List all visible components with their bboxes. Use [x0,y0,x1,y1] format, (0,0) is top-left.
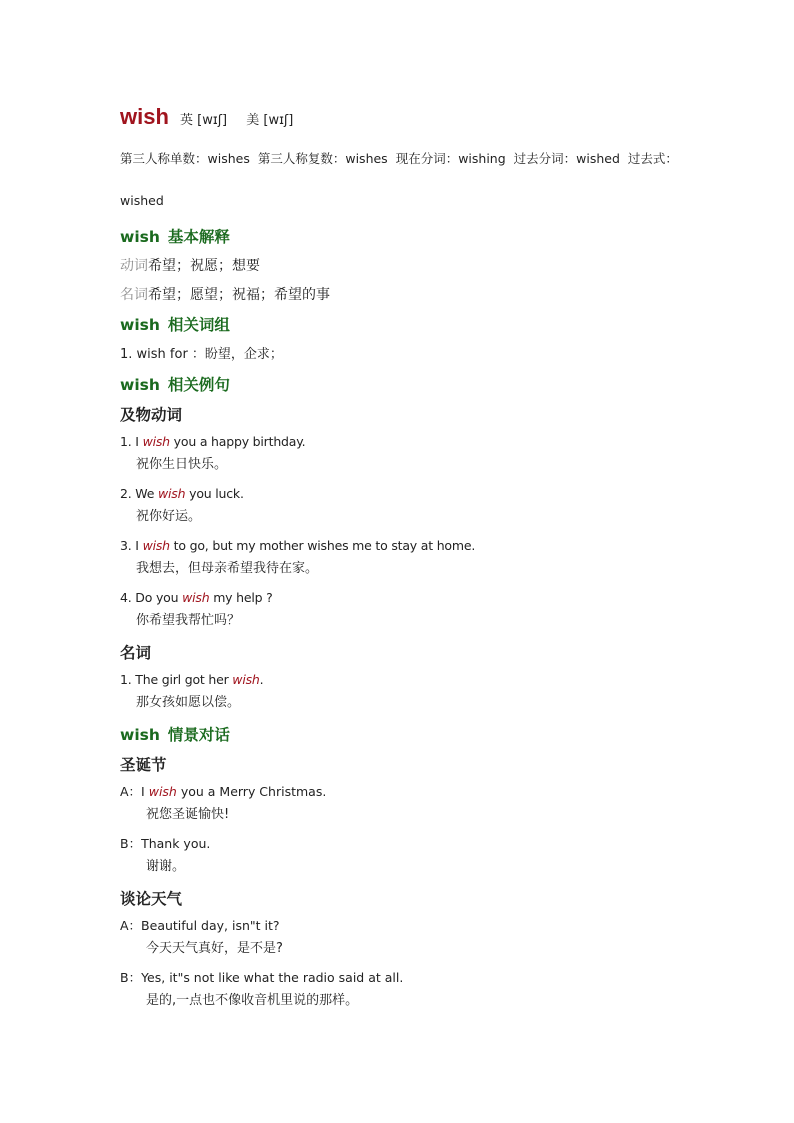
section-title-basic: wish 基本解释 [120,228,230,246]
example-item: 1. I wish you a happy birthday. 祝你生日快乐。 [120,434,306,472]
example-item: 2. We wish you luck. 祝你好运。 [120,486,244,524]
dialogue-line: B：Thank you. 谢谢。 [120,836,211,874]
us-phonetic [246,113,293,128]
section-title-phrases: wish 相关词组 [120,316,230,334]
form-3pl: 第三人称复数：wishes [257,151,388,166]
definition-noun: 名词希望；愿望；祝福；希望的事 [120,287,330,303]
dictionary-entry [120,102,690,1018]
subsection-christmas: 圣诞节 [120,756,167,774]
subsection-noun: 名词 [120,644,152,662]
section-title-examples: wish 相关例句 [120,376,230,394]
form-past-tense: 过去式：wished [120,151,678,208]
definition-verb: 动词希望；祝愿；想要 [120,258,260,274]
subsection-weather: 谈论天气 [120,890,183,908]
dialogue-line: A：I wish you a Merry Christmas. 祝您圣诞愉快! [120,784,327,822]
form-past-participle: 过去分词：wished [513,151,620,166]
phrase-item: 1. wish for ：盼望，企求； [120,347,283,362]
uk-ipa: [wɪʃ] [197,113,228,128]
dialogue-line: A：Beautiful day, isn"t it? 今天天气真好，是不是? [120,918,283,956]
subsection-transitive-verb: 及物动词 [120,406,183,424]
word-forms [120,138,690,222]
us-label: 美 [246,113,260,128]
headword: wish [120,104,169,129]
uk-label: 英 [180,113,194,128]
example-item: 4. Do you wish my help ? 你希望我帮忙吗？ [120,590,273,628]
us-ipa: [wɪʃ] [263,113,294,128]
form-3sg: 第三人称单数：wishes [120,151,250,166]
example-item: 1. The girl got her wish. 那女孩如愿以偿。 [120,672,264,710]
form-present-participle: 现在分词：wishing [395,151,506,166]
dialogue-line: B：Yes, it"s not like what the radio said at all. 是的,一点也不像收音机里说的那样。 [120,970,404,1008]
example-item: 3. I wish to go, but my mother wishes me to stay at home. 我想去，但母亲希望我待在家。 [120,538,476,576]
section-title-dialogues: wish 情景对话 [120,726,230,744]
headword-line [120,102,690,132]
uk-phonetic [180,113,227,128]
